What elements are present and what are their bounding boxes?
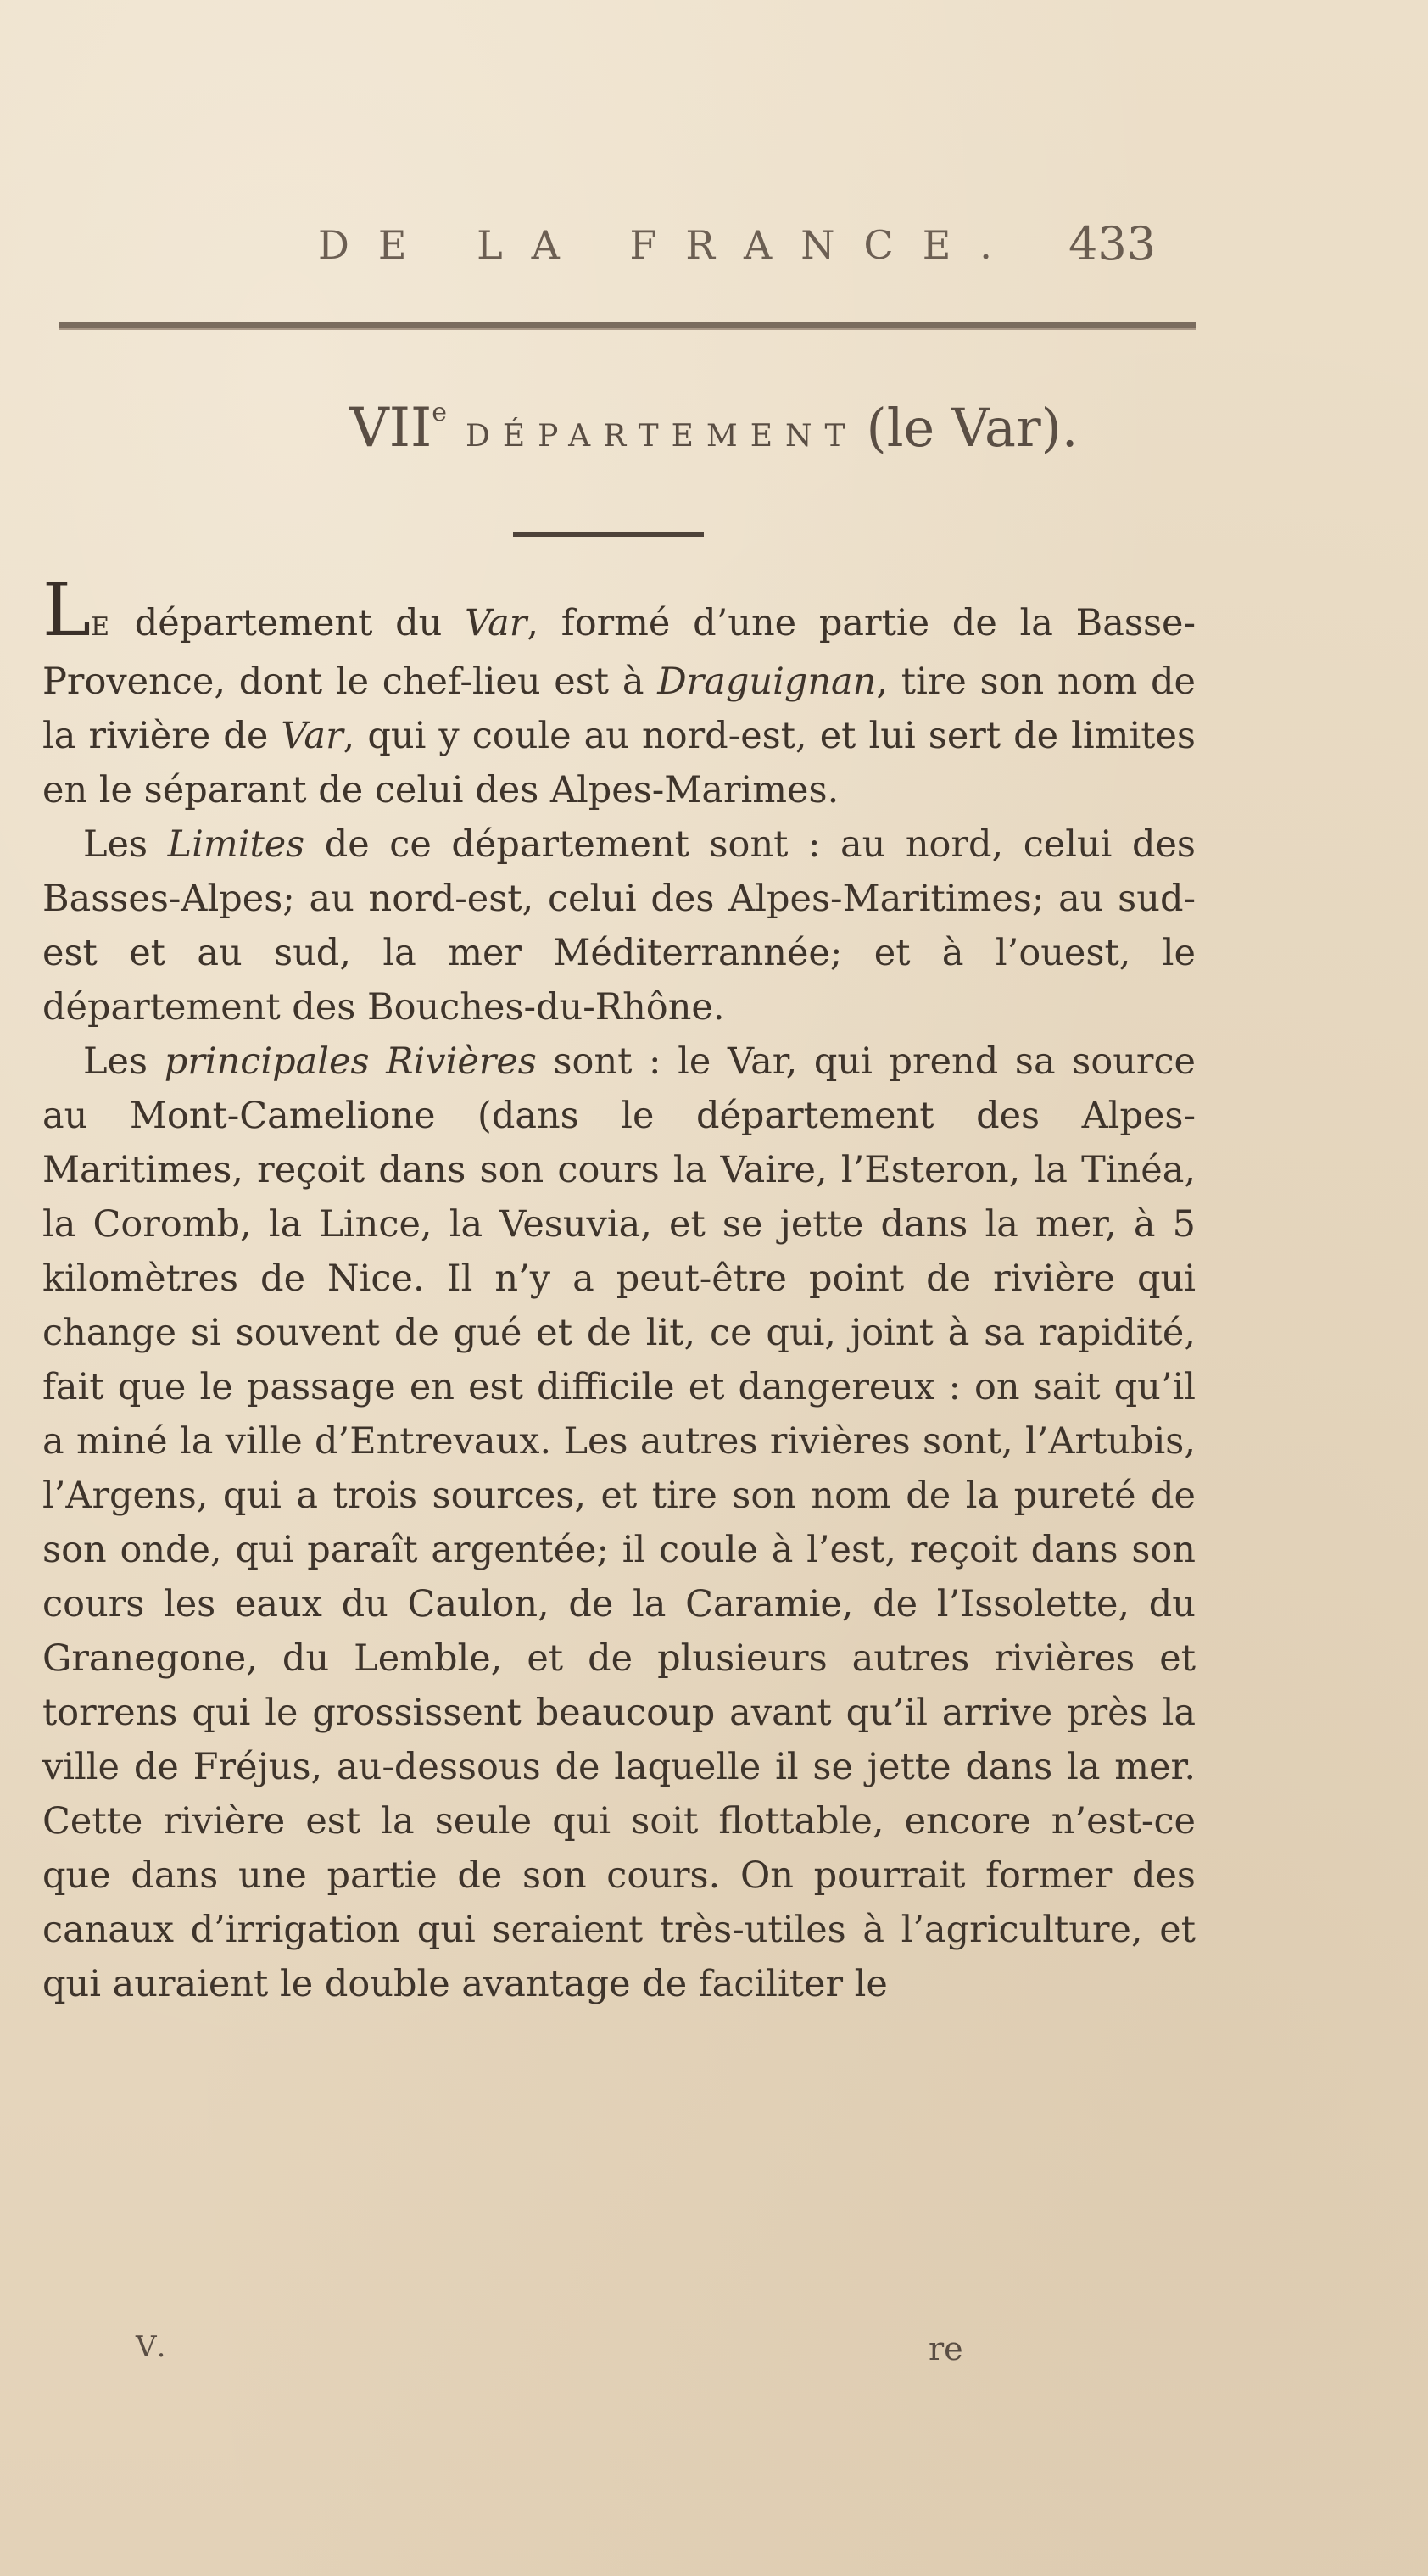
text-run: , formé d’une partie de la Basse-Provence, dont le chef-lieu est à: [42, 602, 1196, 703]
running-title: DE LA FRANCE.: [318, 222, 1021, 268]
department-heading: [0, 397, 1428, 460]
page-header: [0, 217, 1428, 282]
small-cap: E: [91, 612, 113, 642]
paragraph-rivieres: [42, 1034, 1196, 2011]
text-run: Les: [83, 823, 168, 866]
italic-var: Var: [281, 715, 343, 757]
paragraph-intro: [42, 568, 1197, 817]
drop-cap: L: [42, 568, 92, 653]
text-run: Les: [83, 1040, 165, 1083]
text-run: département du: [112, 602, 466, 644]
italic-principales-rivieres: principales Rivières: [164, 1040, 537, 1083]
page-footer: [0, 2330, 1428, 2381]
italic-limites: Limites: [167, 823, 305, 866]
department-word: DÉPARTEMENT: [466, 419, 858, 454]
catchword: re: [929, 2330, 963, 2367]
text-run: , tire son nom de la rivière de: [42, 661, 1196, 757]
page-number: 433: [1068, 217, 1157, 270]
text-run: , qui y coule au nord-est, et lui sert de limites en le séparant de celui des Alpes-Marimes.: [42, 715, 1197, 811]
paragraph-limites: [42, 817, 1196, 1034]
italic-draguignan: Draguignan: [657, 661, 877, 703]
signature-mark: V.: [136, 2330, 171, 2364]
text-run: sont : le Var, qui prend sa source au Mont-Camelione (dans le département des Alpes-Maritimes, reçoit dans son cours la Vaire, l’Esteron, la Tinéa, la Coromb, la Lince, la Vesuvia, et se jette dans la mer, à 5 kilomètres de Nice. Il n’y a peut-être point de rivière qui change si souvent de gué et de lit, ce qui, joint à sa rapidité, fait que le passage en est difficile et dangereux : on sait qu’il a miné la ville d’Entrevaux. Les autres rivières sont, l’Artubis, l’Argens, qui a trois sources, et tire son nom de la pureté de son onde, qui paraît argentée; il coule à l’est, reçoit dans son cours les eaux du Caulon, de la Caramie, de l’Issolette, du Granegone, du Lemble, et de plusieurs autres rivières et torrens qui le grossissent beaucoup avant qu’il arrive près la ville de Fréjus, au-dessous de laquelle il se jette dans la mer. Cette rivière est la seule qui soit flottable, encore n’est-ce que dans une partie de son cours. On pourrait former des canaux d’irrigation qui seraient très-utiles à l’agriculture, et qui auraient le double avantage de faciliter le: [42, 1040, 1196, 2005]
department-number: VII: [349, 397, 432, 460]
header-rule: [59, 322, 1196, 330]
italic-var: Var: [465, 602, 527, 644]
department-name: (le Var).: [866, 397, 1079, 459]
text-run: de ce département sont : au nord, celui des Basses-Alpes; au nord-est, celui des Alpes-Maritimes; au sud-est et au sud, la mer Méditerrannée; et à l’ouest, le département des Bouches-du-Rhône.: [42, 823, 1196, 1029]
body-text: [42, 568, 1197, 2011]
section-rule: [513, 532, 704, 537]
department-number-suffix: e: [432, 398, 448, 427]
